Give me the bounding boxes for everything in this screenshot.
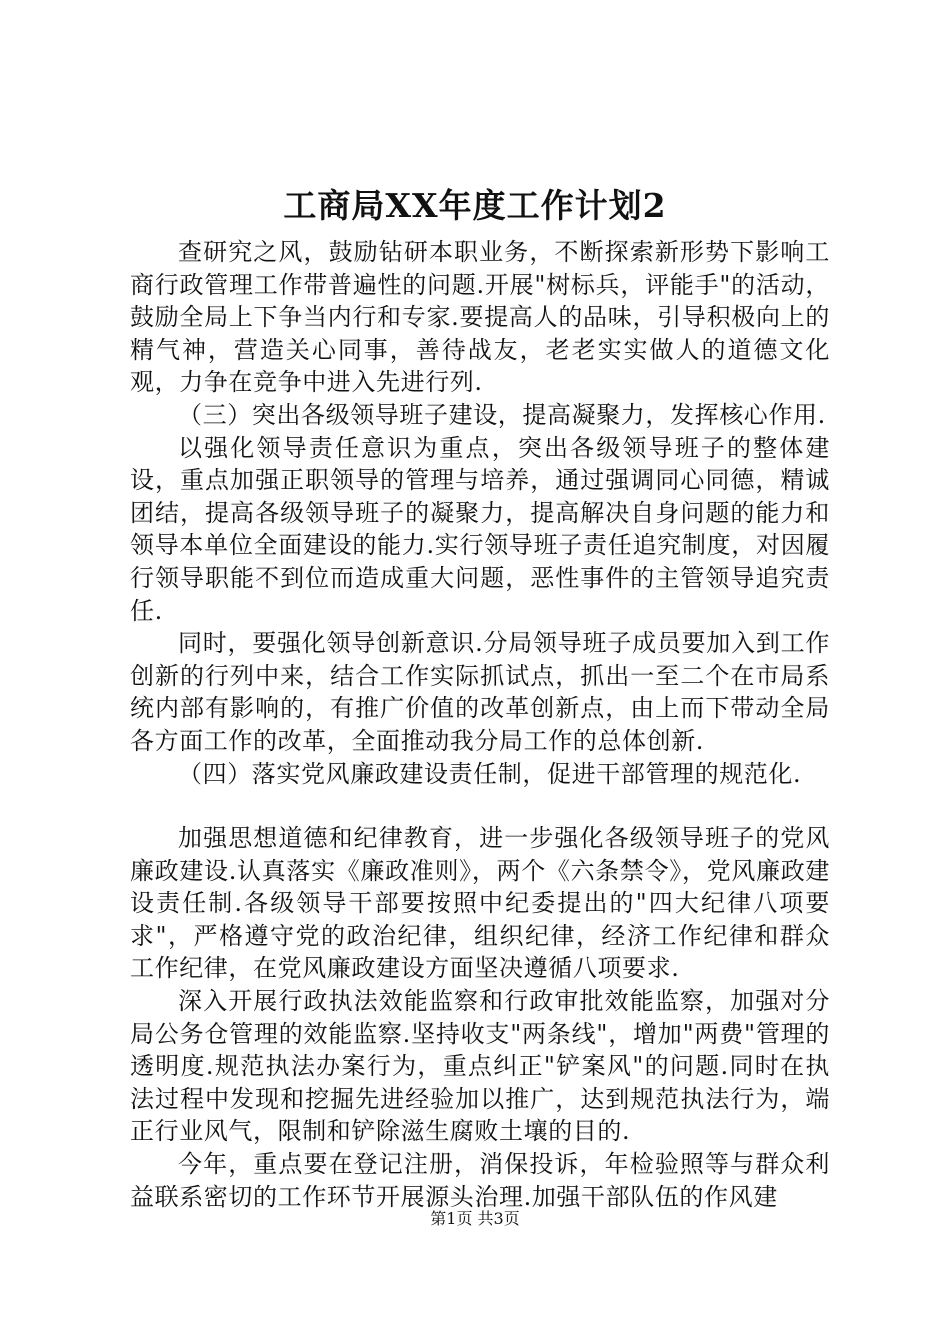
paragraph: 今年，重点要在登记注册，消保投诉，年检验照等与群众利益联系密切的工作环节开展源头治理.加强干部队伍的作风建 (130, 1150, 830, 1211)
paragraph: 加强思想道德和纪律教育，进一步强化各级领导班子的党风廉政建设.认真落实《廉政准则》，两个《六条禁令》，党风廉政建设责任制.各级领导干部要按照中纪委提出的"四大纪律八项要求"，严格遵守党的政治纪律，组织纪律，经济工作纪律和群众工作纪律，在党风廉政建设方面坚决遵循八项要求. (130, 824, 830, 983)
paragraph: 查研究之风，鼓励钻研本职业务，不断探索新形势下影响工商行政管理工作带普遍性的问题.开展"树标兵，评能手"的活动，鼓励全局上下争当内行和专家.要提高人的品味，引导积极向上的精气神，营造关心同事，善待战友，老老实实做人的道德文化观，力争在竞争中进入先进行列. (130, 238, 830, 397)
paragraph: 以强化领导责任意识为重点，突出各级领导班子的整体建设，重点加强正职领导的管理与培养，通过强调同心同德，精诚团结，提高各级领导班子的凝聚力，提高解决自身问题的能力和领导本单位全面建设的能力.实行领导班子责任追究制度，对因履行领导职能不到位而造成重大问题，恶性事件的主管领导追究责任. (130, 433, 830, 625)
paragraph: 深入开展行政执法效能监察和行政审批效能监察，加强对分局公务仓管理的效能监察.坚持收支"两条线"，增加"两费"管理的透明度.规范执法办案行为，重点纠正"铲案风"的问题.同时在执法过程中发现和挖掘先进经验加以推广，达到规范执法行为，端正行业风气，限制和铲除滋生腐败土壤的目的. (130, 987, 830, 1146)
section-heading: （三）突出各级领导班子建设，提高凝聚力，发挥核心作用. (178, 400, 826, 429)
page-footer: 第1页 共3页 (430, 1209, 520, 1228)
document-title: 工商局XX年度工作计划2 (283, 186, 667, 225)
document-body (130, 236, 830, 1213)
paragraph: 同时，要强化领导创新意识.分局领导班子成员要加入到工作创新的行列中来，结合工作实际抓试点，抓出一至二个在市局系统内部有影响的，有推广价值的改革创新点，由上而下带动全局各方面工作的改革，全面推动我分局工作的总体创新. (130, 629, 830, 755)
section-heading: （四）落实党风廉政建设责任制，促进干部管理的规范化. (178, 759, 802, 788)
